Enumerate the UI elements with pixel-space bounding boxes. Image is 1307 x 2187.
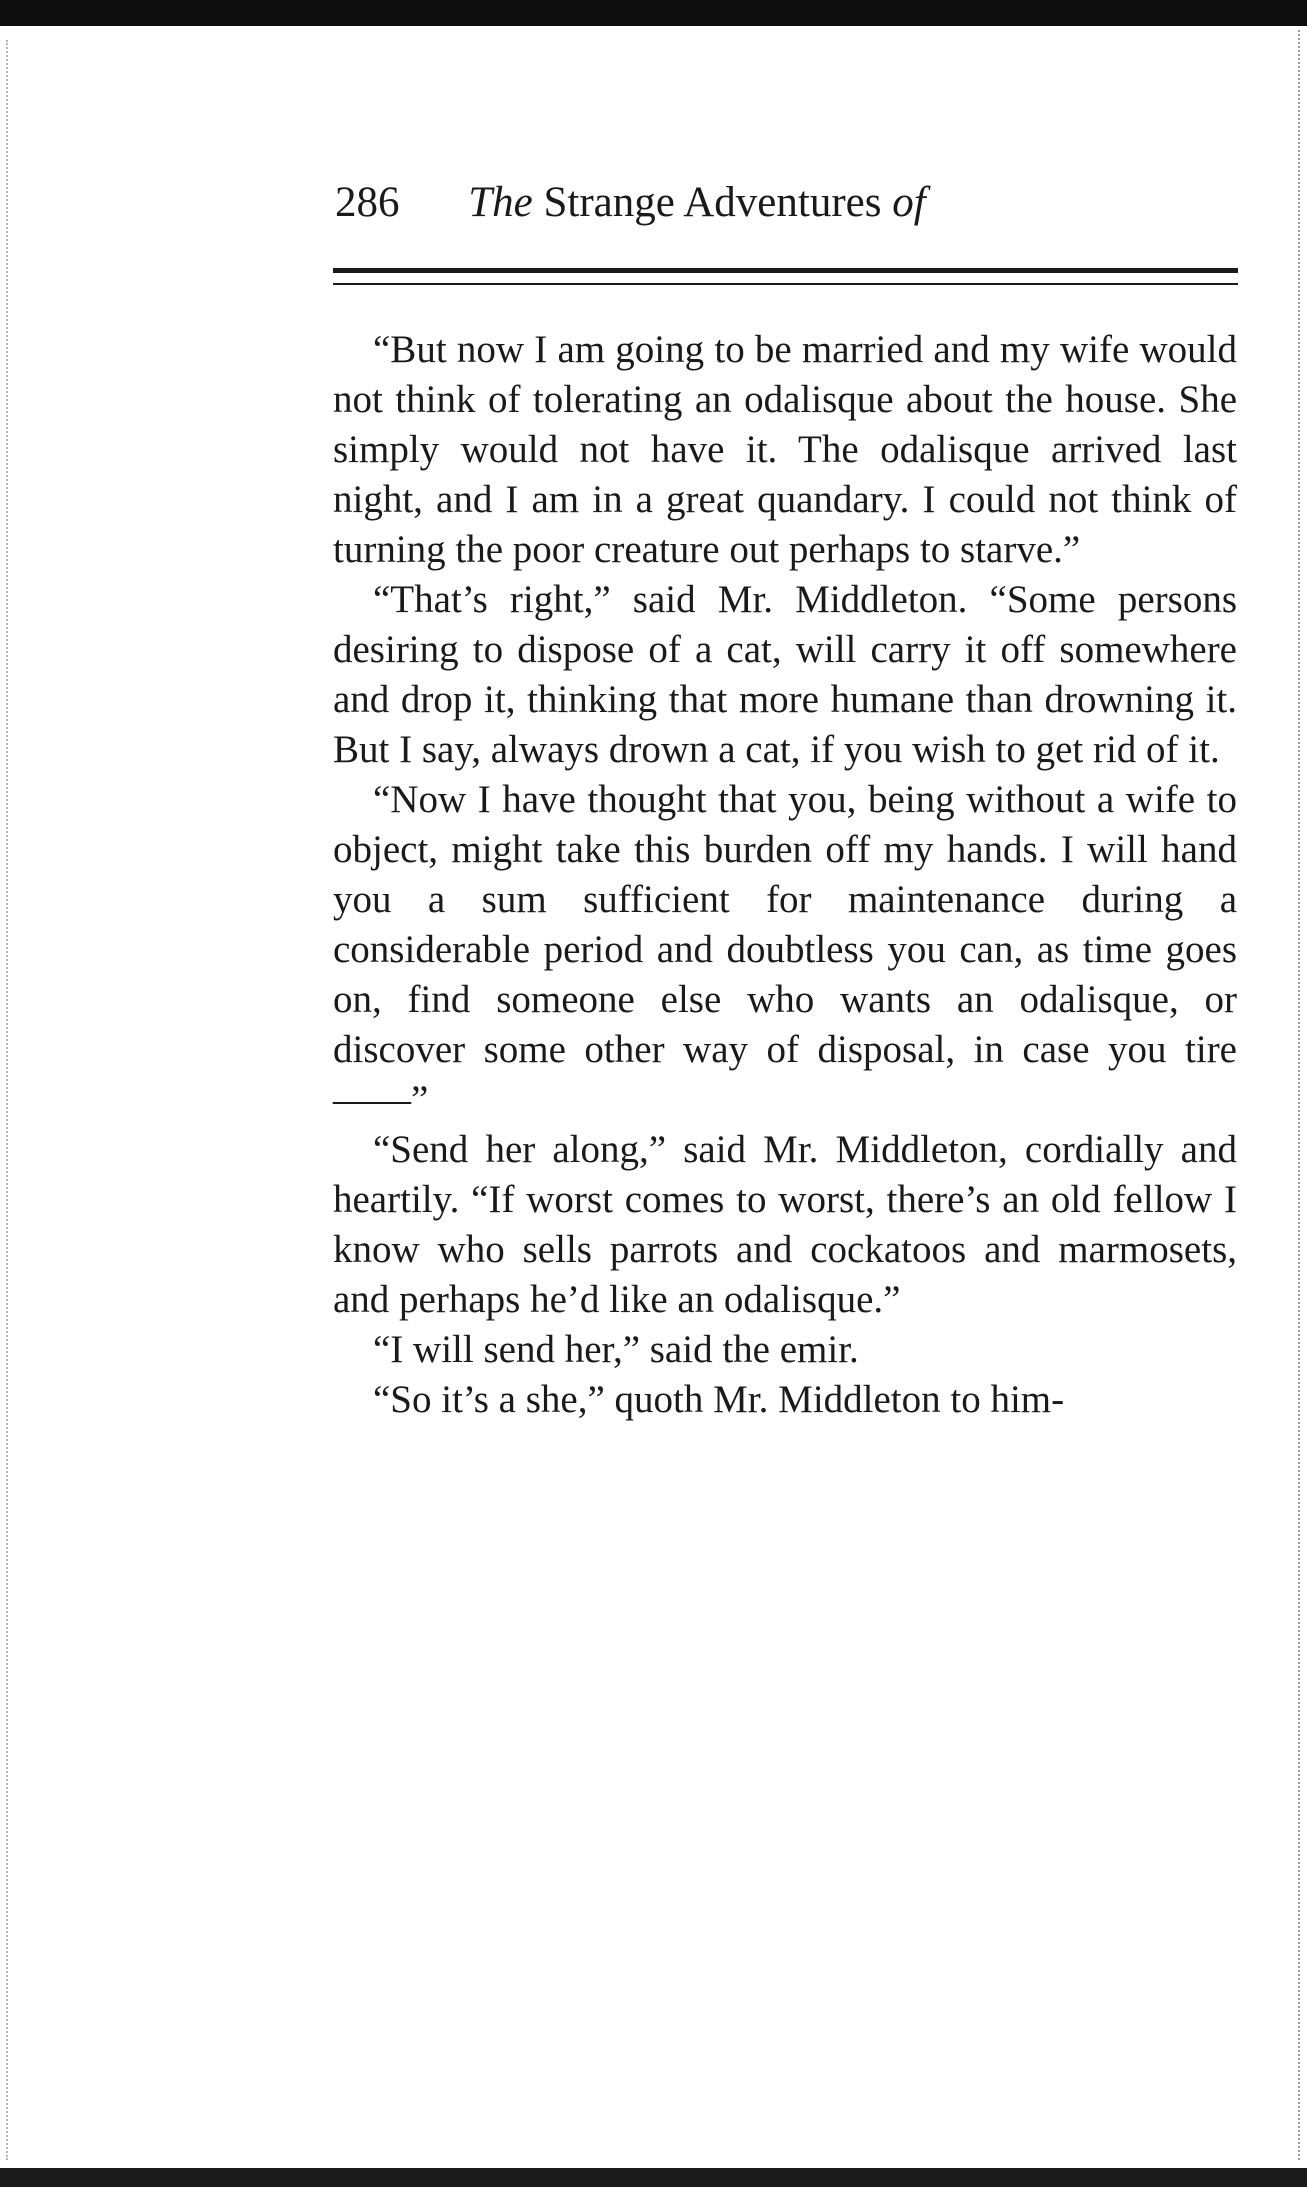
paragraph: “So it’s a she,” quoth Mr. Middleton to him- — [373, 1378, 1065, 1421]
paragraph: “But now I am going to be married and my wife would not think of tolerating an odalisque about the house. She simply would not have it. The odalisque arrived last night, and I am in a great quandary. I could not think of turning the poor creature out perhaps to starve.” — [333, 328, 1237, 571]
title-prefix: The — [468, 179, 533, 226]
header-rule-thin — [333, 283, 1238, 285]
paragraph: “Now I have thought that you, being without a wife to object, might take this burden off my hands. I will hand you a sum sufficient for maintenance during a considerable period and doubtless you can, as time goes on, find someone else who wants an odalisque, or discover some other way of disposal, in case you tire——” — [333, 778, 1237, 1121]
header-rule-thick — [333, 268, 1238, 273]
paragraph: “I will send her,” said the emir. — [373, 1328, 859, 1371]
body-text — [333, 325, 1237, 1425]
page-number: 286 — [335, 179, 400, 226]
paragraph: “Send her along,” said Mr. Middleton, cordially and heartily. “If worst comes to worst, there’s an old fellow I know who sells parrots and cockatoos and marmosets, and perhaps he’d like an odalisque.” — [333, 1128, 1237, 1321]
paragraph: “That’s right,” said Mr. Middleton. “Some persons desiring to dispose of a cat, will carry it off somewhere and drop it, thinking that more humane than drowning it. But I say, always drown a cat, if you wish to get rid of it. — [333, 578, 1237, 771]
title-suffix: of — [892, 179, 926, 226]
title-main: Strange Adventures — [543, 179, 882, 226]
scan-border-right — [1298, 30, 1302, 2160]
scan-border-left — [6, 40, 10, 2160]
scan-border-bottom — [0, 2168, 1307, 2187]
running-header — [335, 168, 1235, 238]
scan-border-top — [0, 0, 1307, 26]
